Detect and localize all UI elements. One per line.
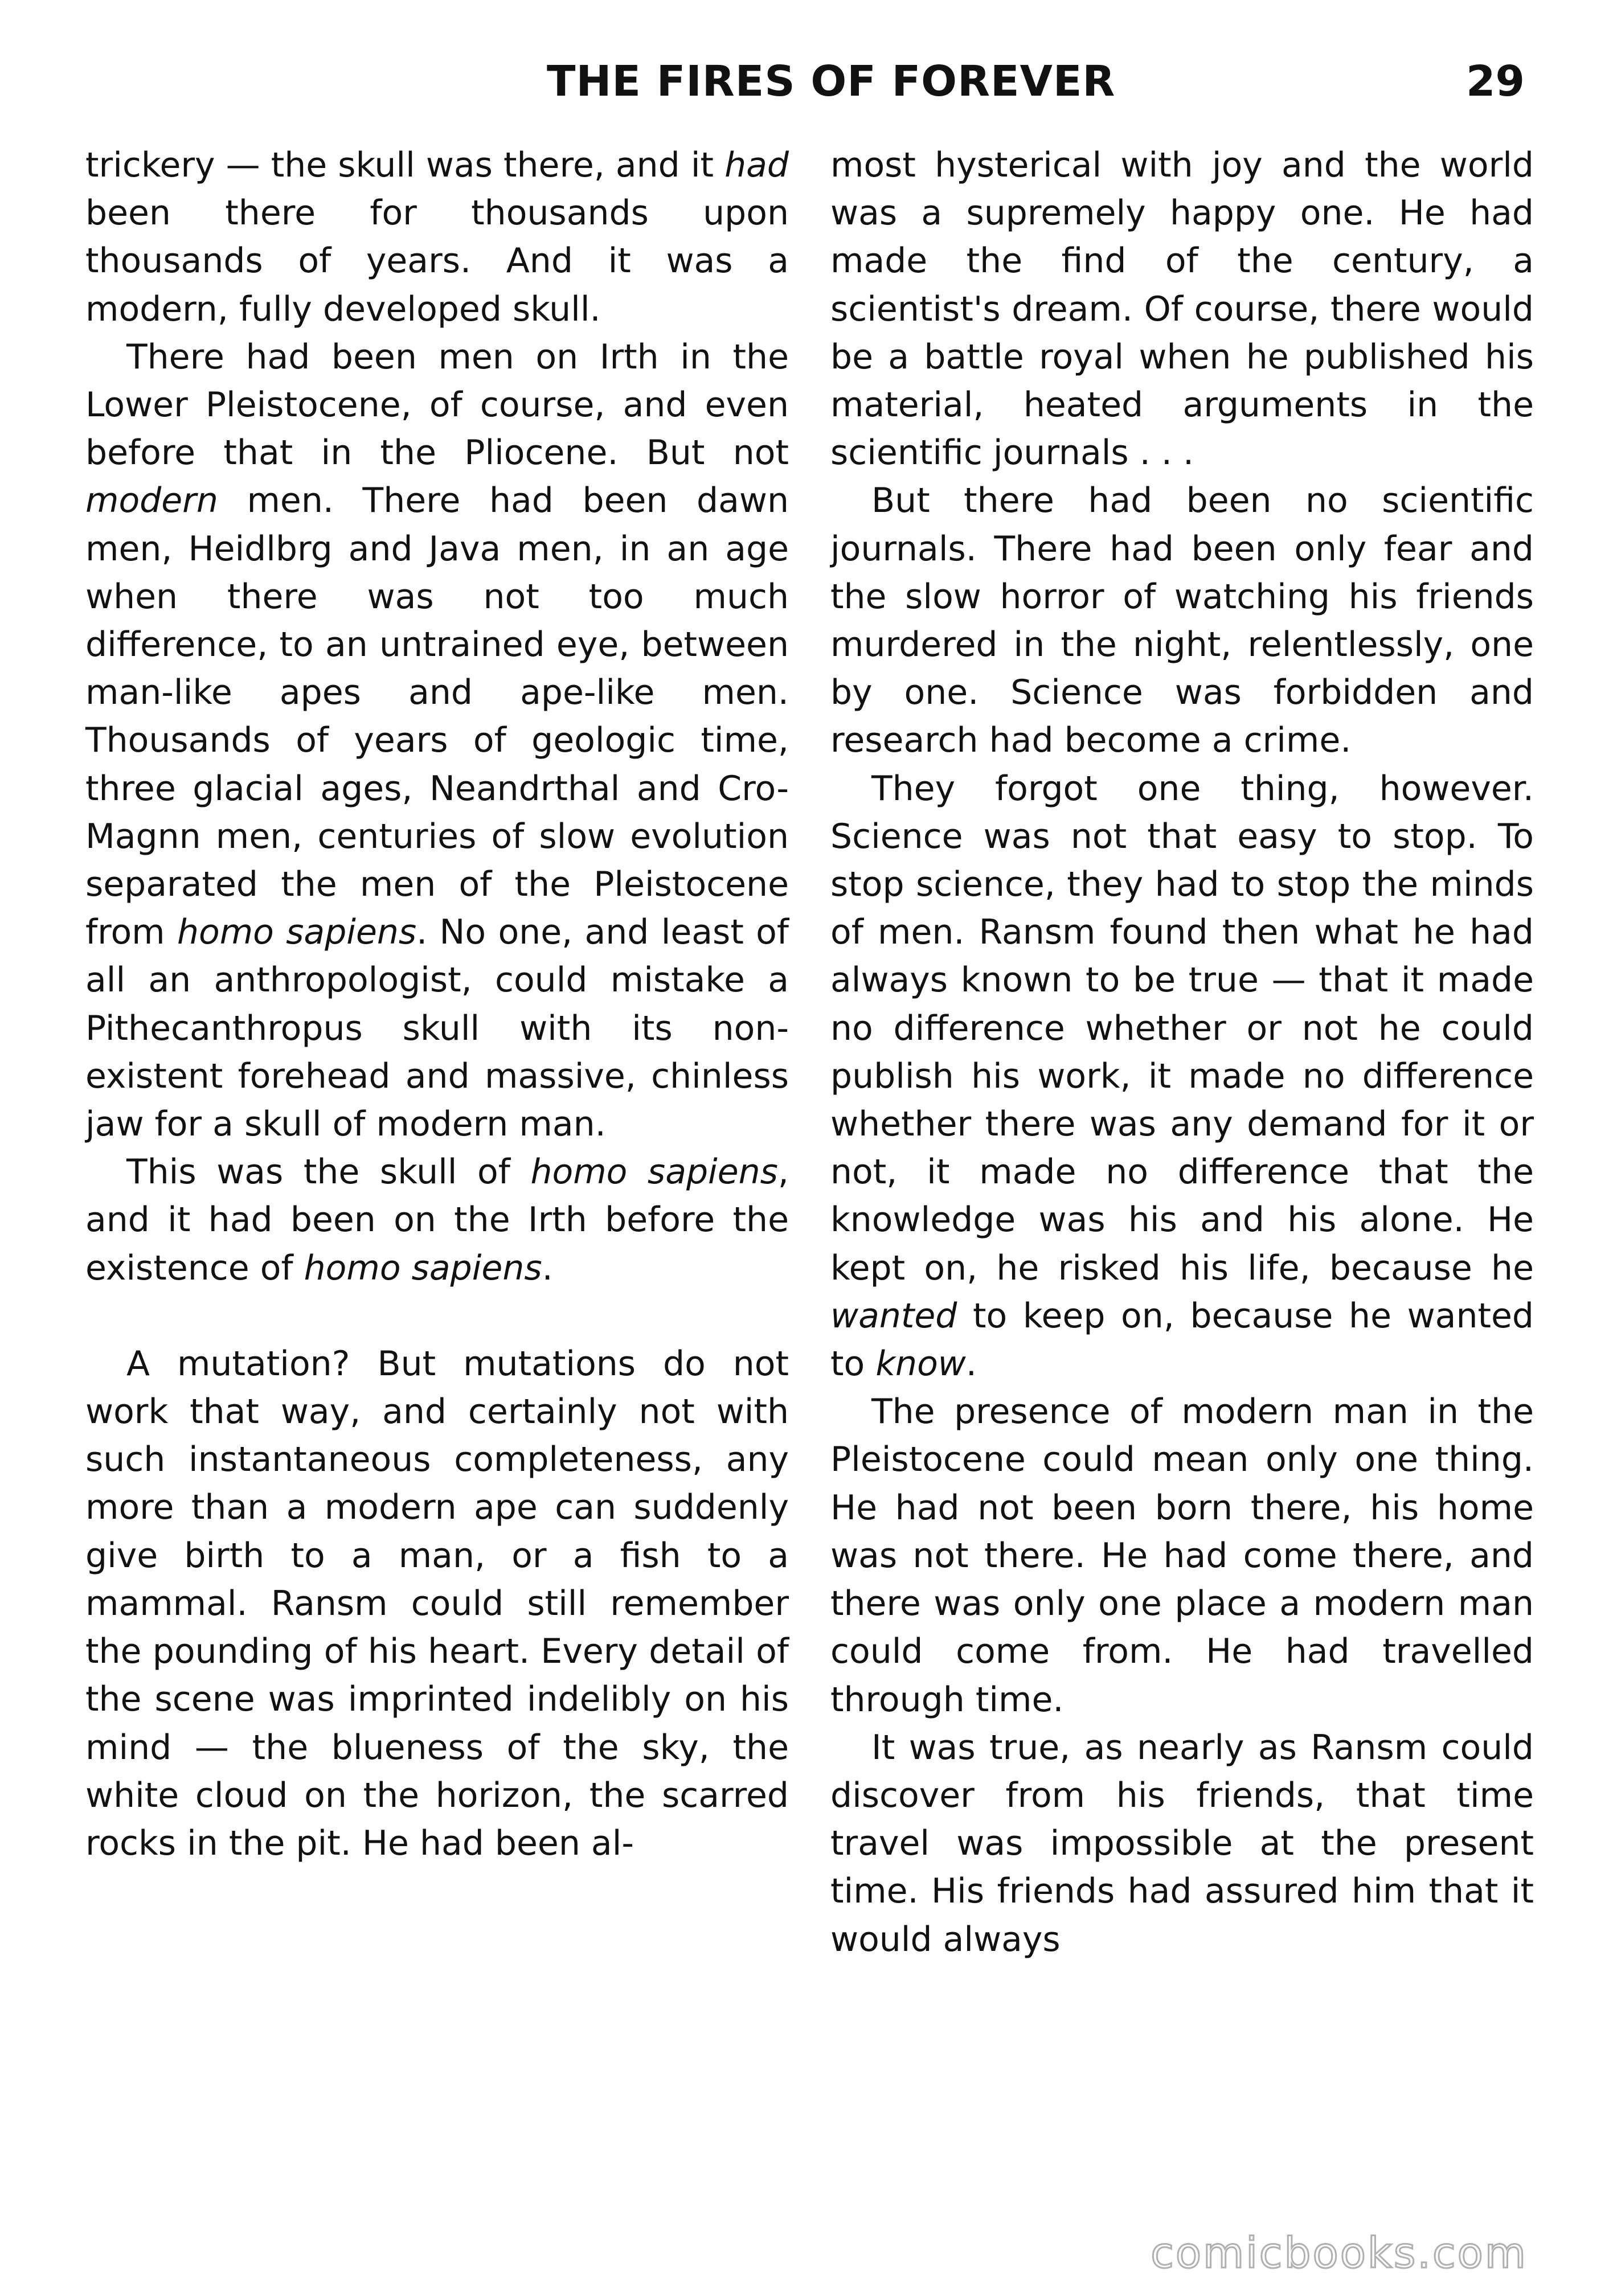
- page-header: [0, 57, 1613, 125]
- page-number: 29: [1466, 57, 1525, 106]
- paragraph: It was true, as nearly as Ransm could discover from his friends, that time travel was impossible at the present time. His friends had assured him that it would always: [830, 1727, 1534, 1959]
- paragraph: But there had been no scientific journals. There had been only fear and the slow horror of watching his friends murdered in the night, relentlessly, one by one. Science was forbidden and research had become a crime.: [830, 481, 1534, 761]
- running-title: THE FIRES OF FOREVER: [547, 57, 1116, 106]
- paragraph: most hysterical with joy and the world was a supremely happy one. He had made the find of the century, a scientist's dream. Of course, there would be a battle royal when he published his material, heated arguments in the scientific journals . . .: [830, 145, 1534, 473]
- paragraph: The presence of modern man in the Pleistocene could mean only one thing. He had not been born there, his home was not there. He had come there, and there was only one place a modern man could come from. He had travelled through time.: [830, 1392, 1534, 1720]
- paragraph: This was the skull of homo sapiens, and it had been on the Irth before the existence of homo sapiens.: [85, 1152, 789, 1288]
- paragraph: They forgot one thing, however. Science was not that easy to stop. To stop science, they had to stop the minds of men. Ransm found then what he had always known to be true — that it made no difference whether or not he could publish his work, it made no difference whether there was any demand for it or not, it made no difference that the knowledge was his and his alone. He kept on, he risked his life, because he wanted to keep on, because he wanted to know.: [830, 768, 1534, 1384]
- left-column: [85, 141, 789, 1867]
- paragraph: There had been men on Irth in the Lower Pleistocene, of course, and even before that in the Pliocene. But not modern men. There had been dawn men, Heidlbrg and Java men, in an age when there was not too much difference, to an untrained eye, between man-like apes and ape-like men. Thousands of years of geologic time, three glacial ages, Neandrthal and Cro-Magnn men, centuries of slow evolution separated the men of the Pleistocene from homo sapiens. No one, and least of all an anthropologist, could mistake a Pithecanthropus skull with its non-existent forehead and massive, chinless jaw for a skull of modern man.: [85, 337, 789, 1145]
- right-column: [830, 141, 1534, 1963]
- paragraph: trickery — the skull was there, and it had been there for thousands upon thousands of years. And it was a modern, fully developed skull.: [85, 145, 789, 329]
- paragraph: A mutation? But mutations do not work that way, and certainly not with such instantaneous completeness, any more than a modern ape can suddenly give birth to a man, or a fish to a mammal. Ransm could still remember the pounding of his heart. Every detail of the scene was imprinted indelibly on his mind — the blueness of the sky, the white cloud on the horizon, the scarred rocks in the pit. He had been al-: [85, 1343, 789, 1863]
- watermark: comicbooks.com: [1151, 2229, 1528, 2278]
